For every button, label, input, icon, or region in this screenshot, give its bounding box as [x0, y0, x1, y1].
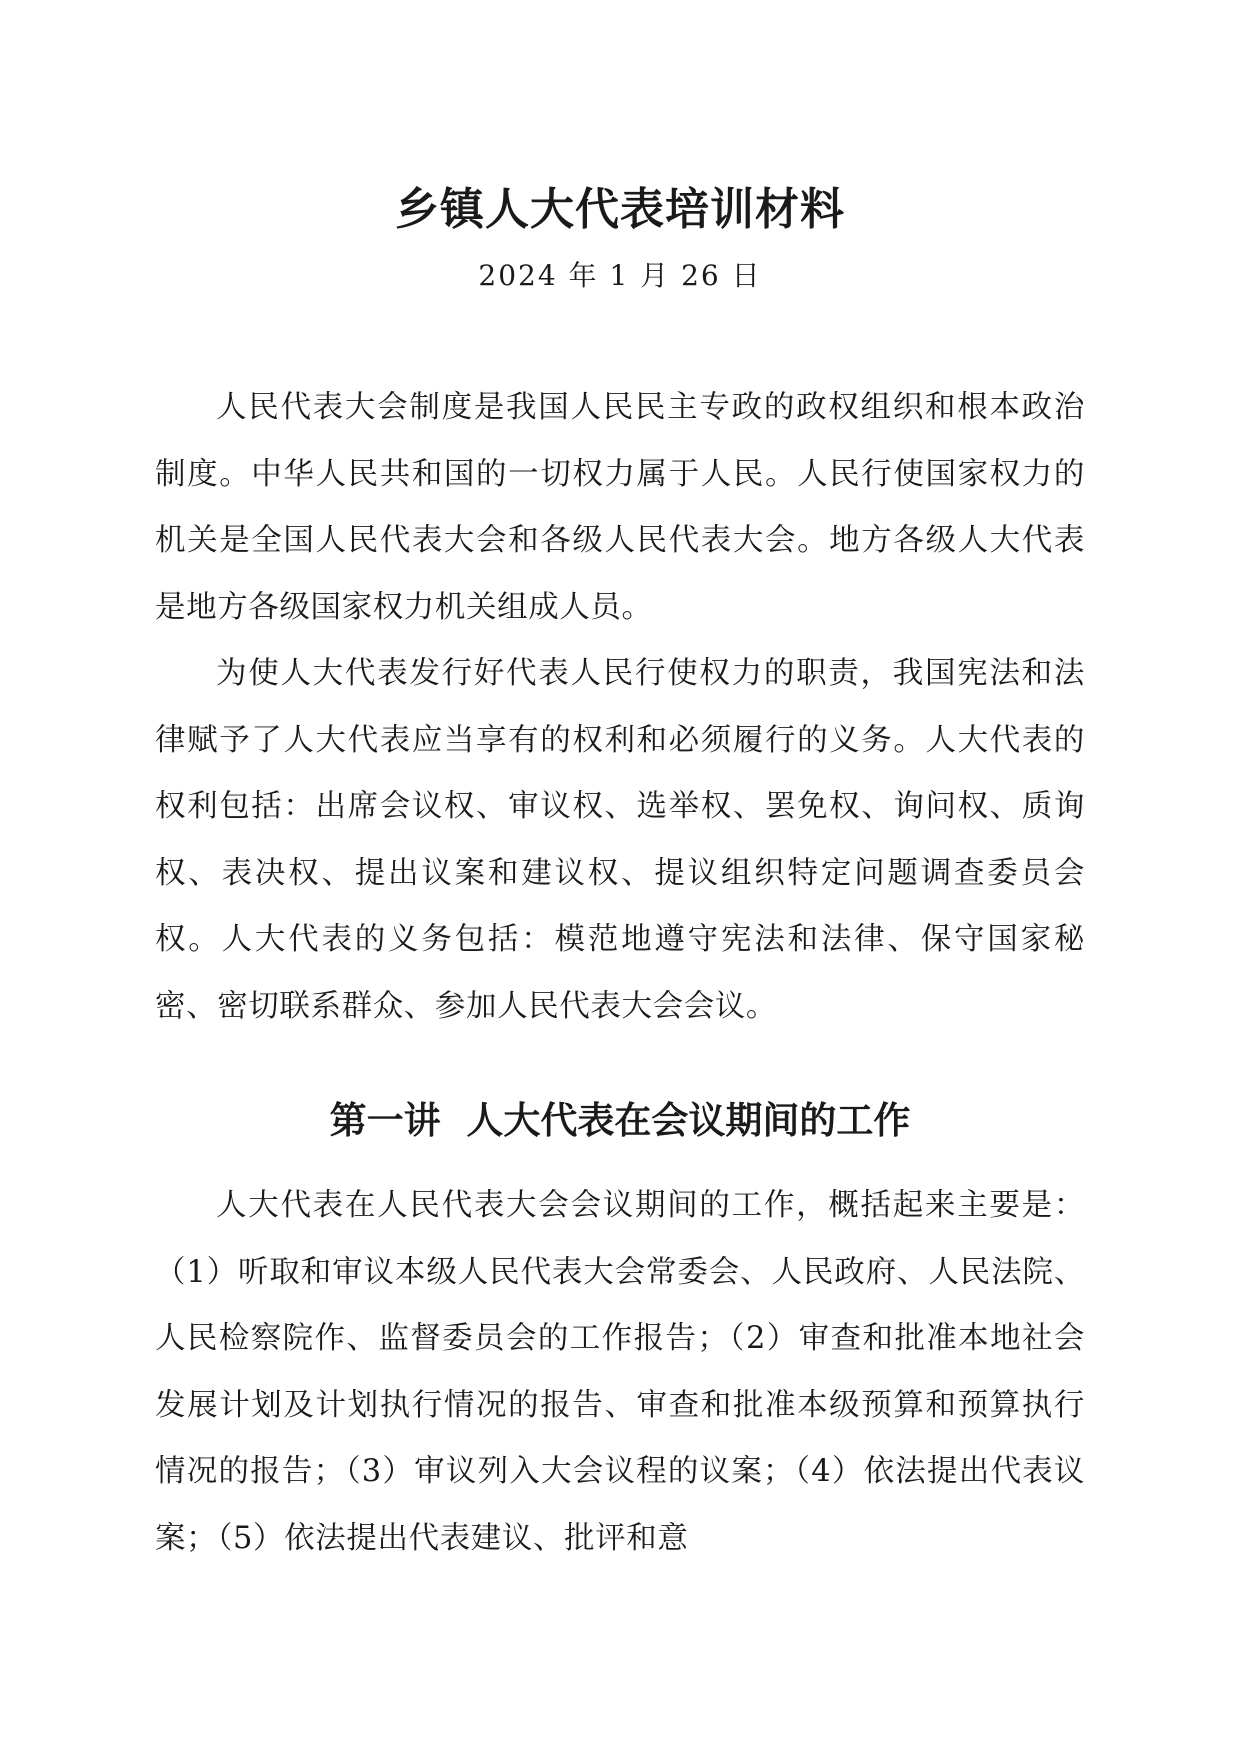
- section-heading: 第一讲 人大代表在会议期间的工作: [329, 1098, 911, 1142]
- intro-paragraph-2: 为使人大代表发行好代表人民行使权力的职责，我国宪法和法律赋予了人大代表应当享有的权利和必须履行的义务。人大代表的权利包括：出席会议权、审议权、选举权、罢免权、询问权、质询权、表决权、提出议案和建议权、提议组织特定问题调查委员会权。人大代表的义务包括：模范地遵守宪法和法律、保守国家秘密、密切联系群众、参加人民代表大会会议。: [155, 656, 1085, 1024]
- section-paragraph: 人大代表在人民代表大会会议期间的工作，概括起来主要是：（1）听取和审议本级人民代表大会常委会、人民政府、人民法院、人民检察院作、监督委员会的工作报告；（2）审查和批准本地社会发展计划及计划执行情况的报告、审查和批准本级预算和预算执行情况的报告；（3）审议列入大会议程的议案；（4）依法提出代表议案；（5）依法提出代表建议、批评和意: [155, 1188, 1085, 1556]
- document-title: 乡镇人大代表培训材料: [395, 184, 845, 235]
- document-date: 2024 年 1 月 26 日: [478, 259, 762, 292]
- intro-paragraph-1: 人民代表大会制度是我国人民民主专政的政权组织和根本政治制度。中华人民共和国的一切权力属于人民。人民行使国家权力的机关是全国人民代表大会和各级人民代表大会。地方各级人大代表是地方各级国家权力机关组成人员。: [155, 390, 1085, 625]
